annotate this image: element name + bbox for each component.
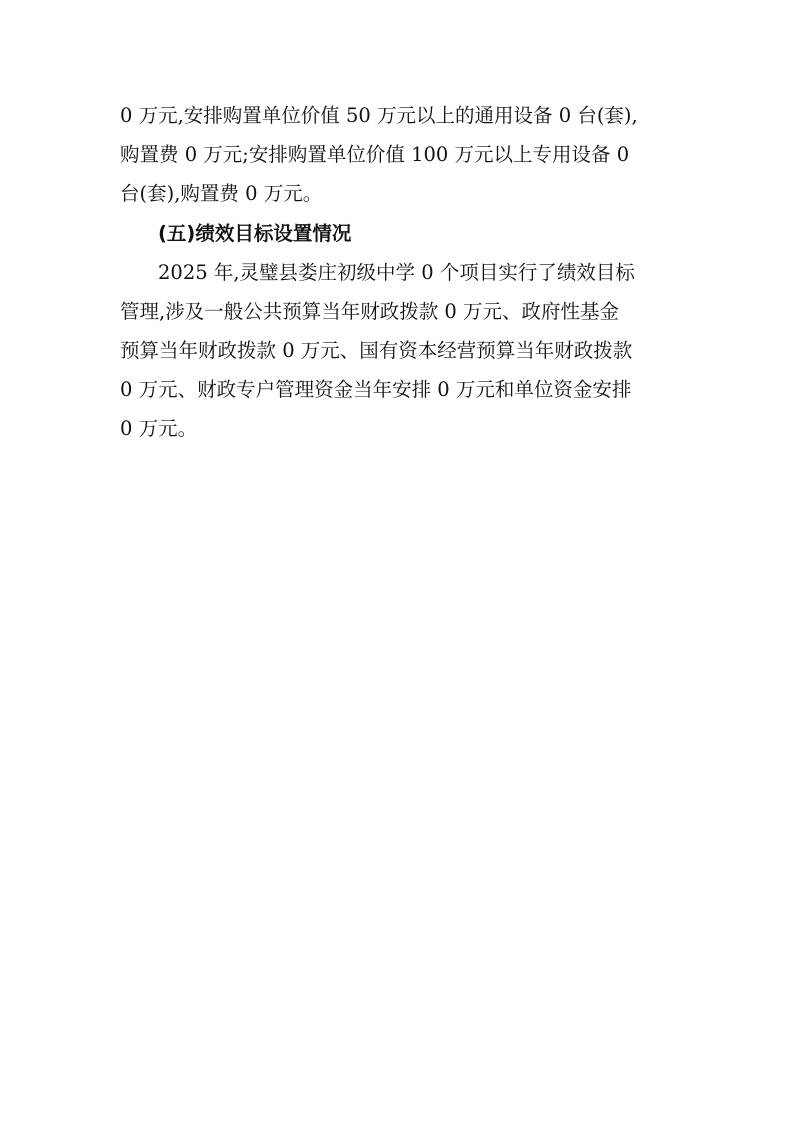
paragraph-equipment-purchase [120, 96, 680, 213]
text-line: 预算当年财政拨款 0 万元、国有资本经营预算当年财政拨款 [120, 339, 633, 362]
paragraph-performance-targets [120, 253, 680, 448]
text-line: 0 万元。 [120, 417, 198, 440]
text-line: 0 万元,安排购置单位价值 50 万元以上的通用设备 0 台(套), [120, 104, 638, 127]
text-line: 0 万元、财政专户管理资金当年安排 0 万元和单位资金安排 [120, 378, 632, 401]
section-heading: (五)绩效目标设置情况 [158, 222, 352, 245]
text-line: 台(套),购置费 0 万元。 [120, 182, 323, 205]
page-content [120, 96, 680, 448]
text-line: 购置费 0 万元;安排购置单位价值 100 万元以上专用设备 0 [120, 143, 630, 166]
text-line: 2025 年,灵璧县娄庄初级中学 0 个项目实行了绩效目标 [158, 261, 635, 284]
text-line: 管理,涉及一般公共预算当年财政拨款 0 万元、政府性基金 [120, 300, 620, 323]
